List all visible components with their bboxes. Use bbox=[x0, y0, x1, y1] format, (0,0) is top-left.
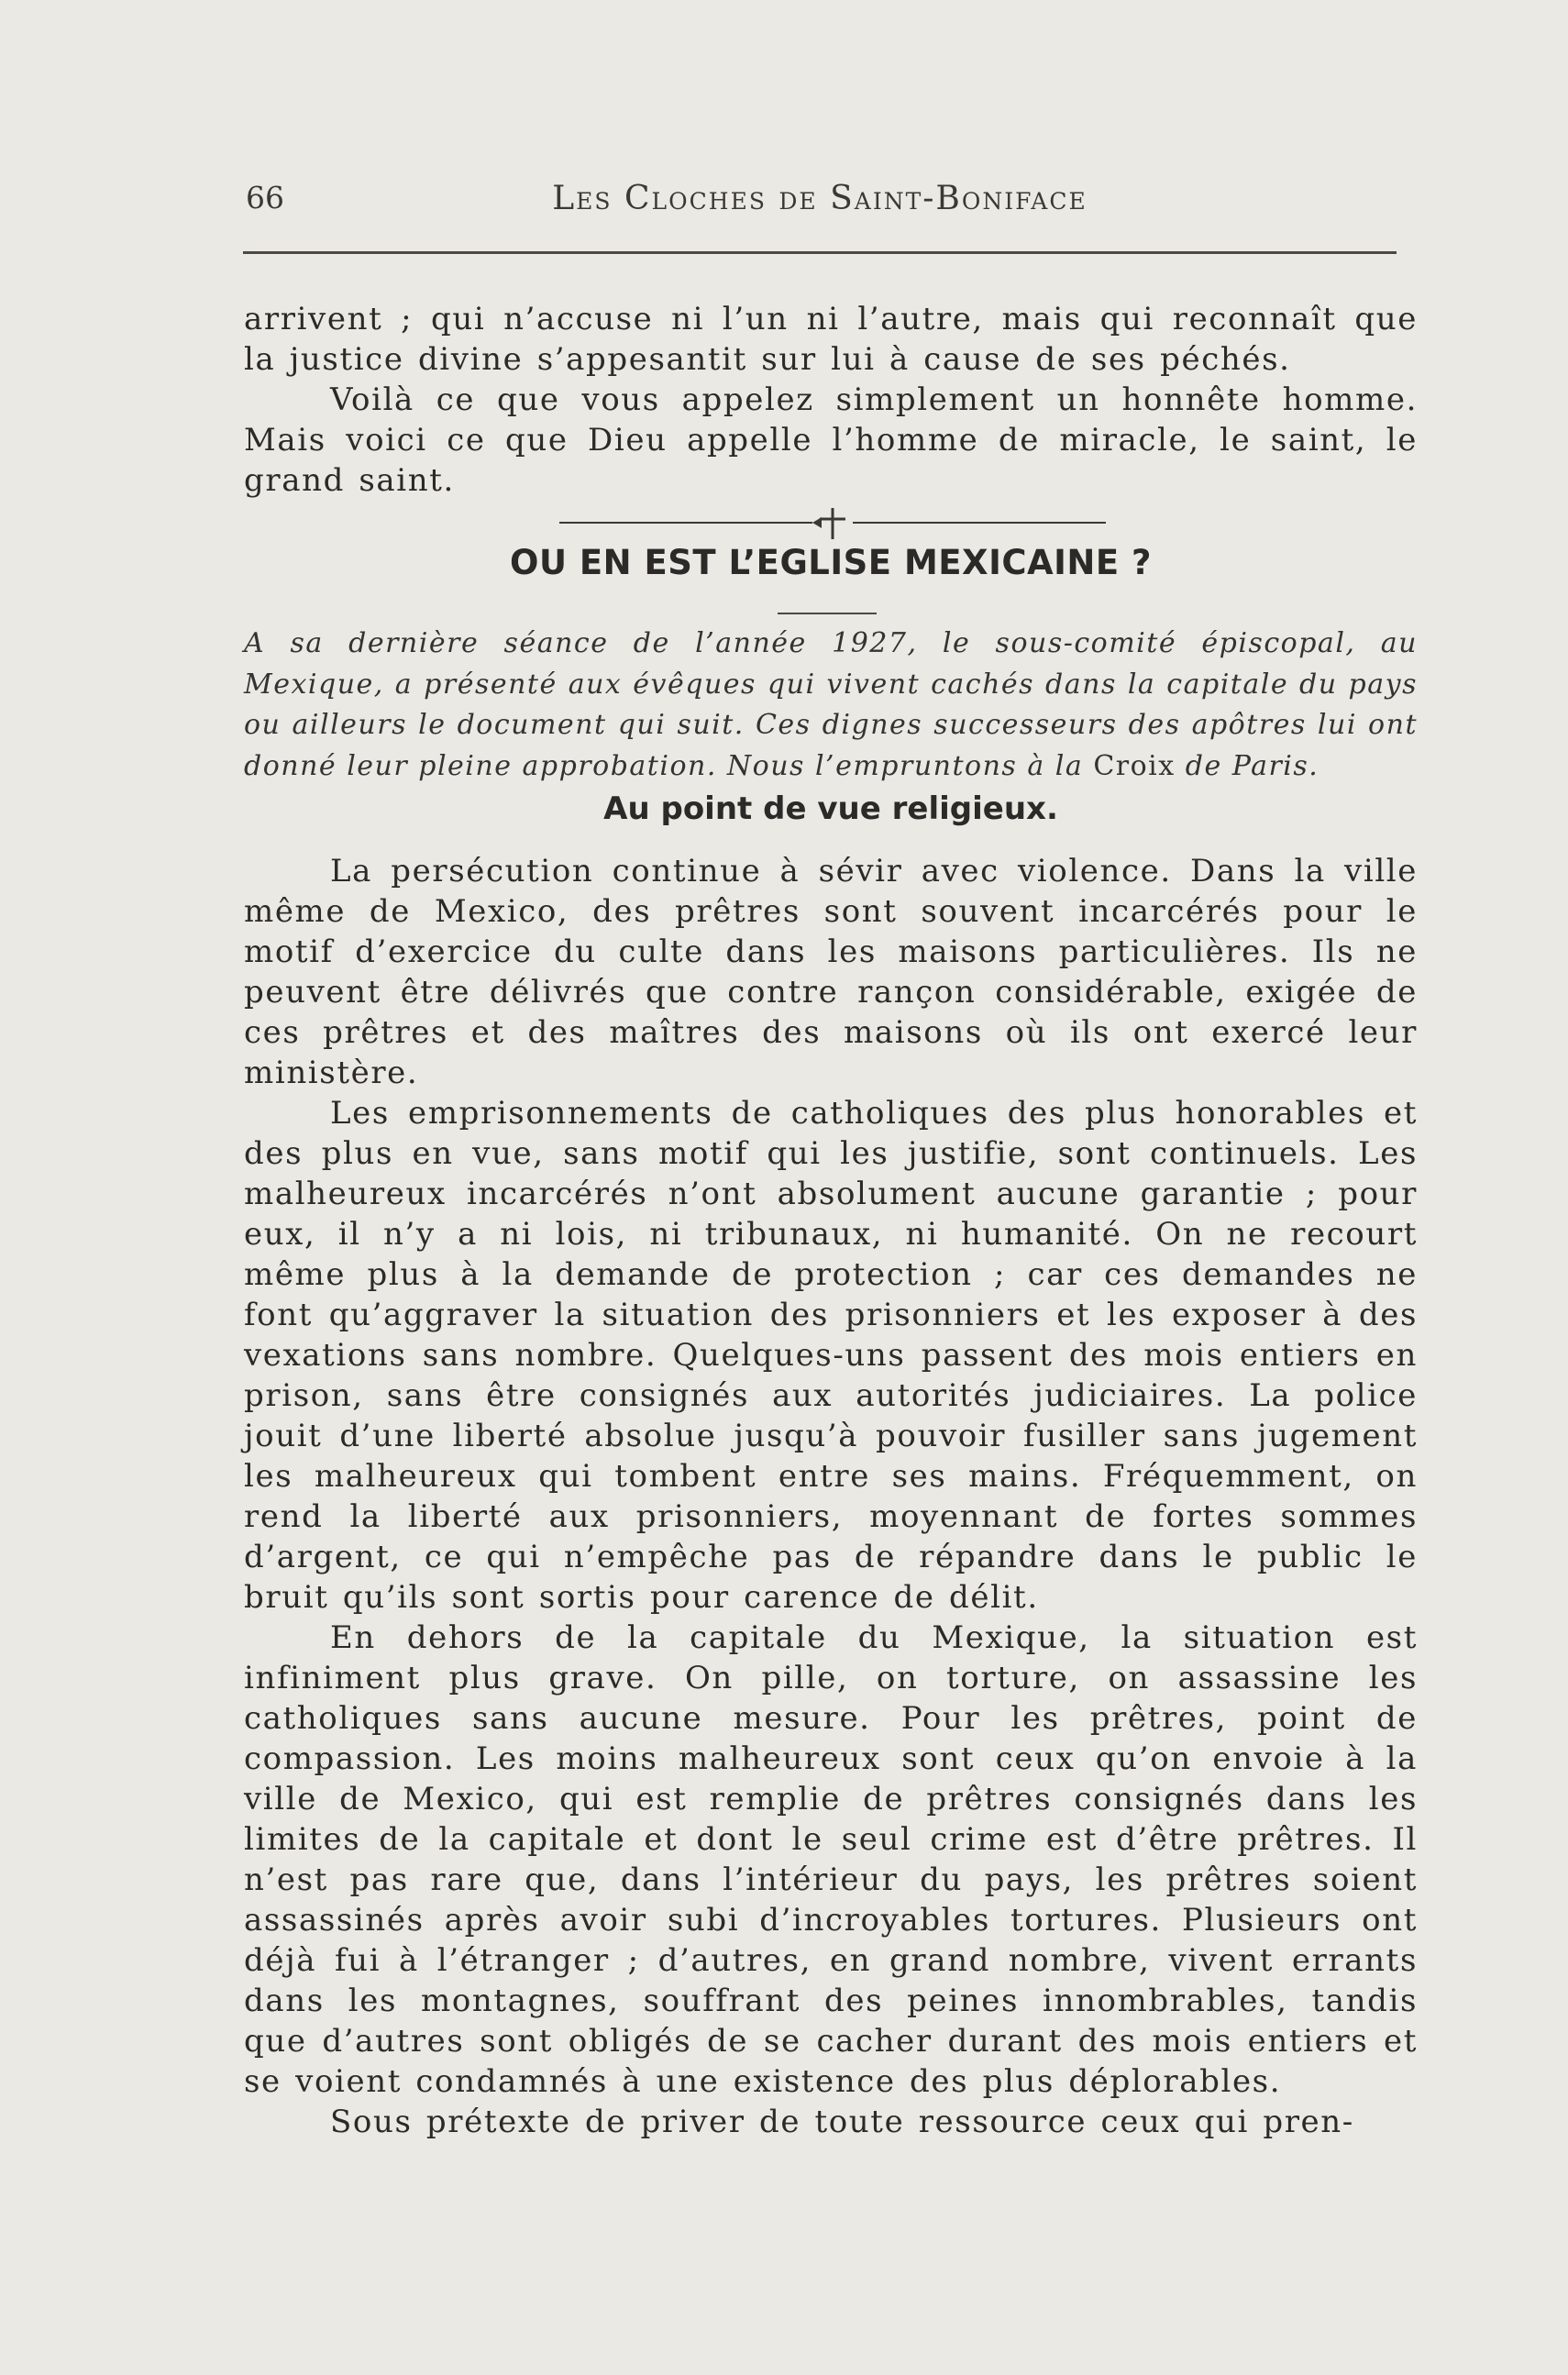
article-intro bbox=[244, 624, 1418, 787]
header-rule bbox=[243, 251, 1397, 254]
paragraph: arrivent ; qui n’accuse ni l’un ni l’autre, mais qui reconnaît que la justice divine s’appesantit sur lui à cause de ses péchés. bbox=[244, 301, 1418, 378]
article-body bbox=[244, 851, 1418, 2142]
section-subheading: Au point de vue religieux. bbox=[603, 790, 1058, 827]
paragraph: Les emprisonnements de catholiques des plus honorables et des plus en vue, sans motif qui les justifie, sont continuels. Les malheureux incarcérés n’ont absolument aucune garantie ; pour eux, il n’y a ni lois, ni tribunaux, ni humanité. On ne recourt même plus à la demande de protection ; car ces demandes ne font qu’aggraver la situation des prisonniers et les exposer à des vexations sans nombre. Quelques-uns passent des mois entiers en prison, sans être consignés aux autorités judiciaires. La police jouit d’une liberté absolue jusqu’à pouvoir fusiller sans jugement les malheureux qui tombent entre ses mains. Fréquemment, on rend la liberté aux prisonniers, moyennant de fortes sommes d’argent, ce qui n’empêche pas de répandre dans le public le bruit qu’ils sont sortis pour carence de délit. bbox=[244, 1095, 1418, 1616]
intro-text: A sa dernière séance de l’année 1927, le sous-comité épiscopal, au Mexique, a présenté aux évêques qui vivent cachés dans la capitale du pays ou ailleurs le document qui suit. Ces dignes successeurs des apôtres lui ont donné leur pleine approbation. Nous l’empruntons à la bbox=[244, 627, 1418, 782]
paragraph: Voilà ce que vous appelez simplement un honnête homme. Mais voici ce que Dieu appelle l’homme de miracle, le saint, le grand saint. bbox=[244, 381, 1418, 499]
title-rule bbox=[778, 613, 877, 614]
paragraph: La persécution continue à sévir avec violence. Dans la ville même de Mexico, des prêtres sont souvent incarcérés pour le motif d’exercice du culte dans les maisons particulières. Ils ne peuvent être délivrés que contre rançon considérable, exigée de ces prêtres et des maîtres des maisons où ils ont exercé leur ministère. bbox=[244, 853, 1418, 1091]
intro-end: de Paris. bbox=[1185, 749, 1320, 782]
top-text-block bbox=[244, 299, 1418, 501]
running-title: Les Cloches de Saint-Boniface bbox=[552, 180, 1088, 217]
paragraph: Sous prétexte de priver de toute ressource ceux qui pren- bbox=[330, 2104, 1354, 2140]
paragraph: En dehors de la capitale du Mexique, la situation est infiniment plus grave. On pille, on torture, on assassine les catholiques sans aucune mesure. Pour les prêtres, point de compassion. Les moins malheureux sont ceux qu’on envoie à la ville de Mexico, qui est remplie de prêtres consignés dans les limites de la capitale et dont le seul crime est d’être prêtres. Il n’est pas rare que, dans l’intérieur du pays, les prêtres soient assassinés après avoir subi d’incroyables tortures. Plusieurs ont déjà fui à l’étranger ; d’autres, en grand nombre, vivent errants dans les montagnes, souffrant des peines innombrables, tandis que d’autres sont obligés de se cacher durant des mois entiers et se voient condamnés à une existence des plus déplorables. bbox=[244, 1619, 1418, 2100]
article-title: OU EN EST L’EGLISE MEXICAINE ? bbox=[510, 543, 1152, 582]
page-number: 66 bbox=[246, 180, 284, 215]
intro-source-name: Croix bbox=[1093, 749, 1176, 782]
cross-ornament-divider bbox=[559, 503, 1106, 543]
